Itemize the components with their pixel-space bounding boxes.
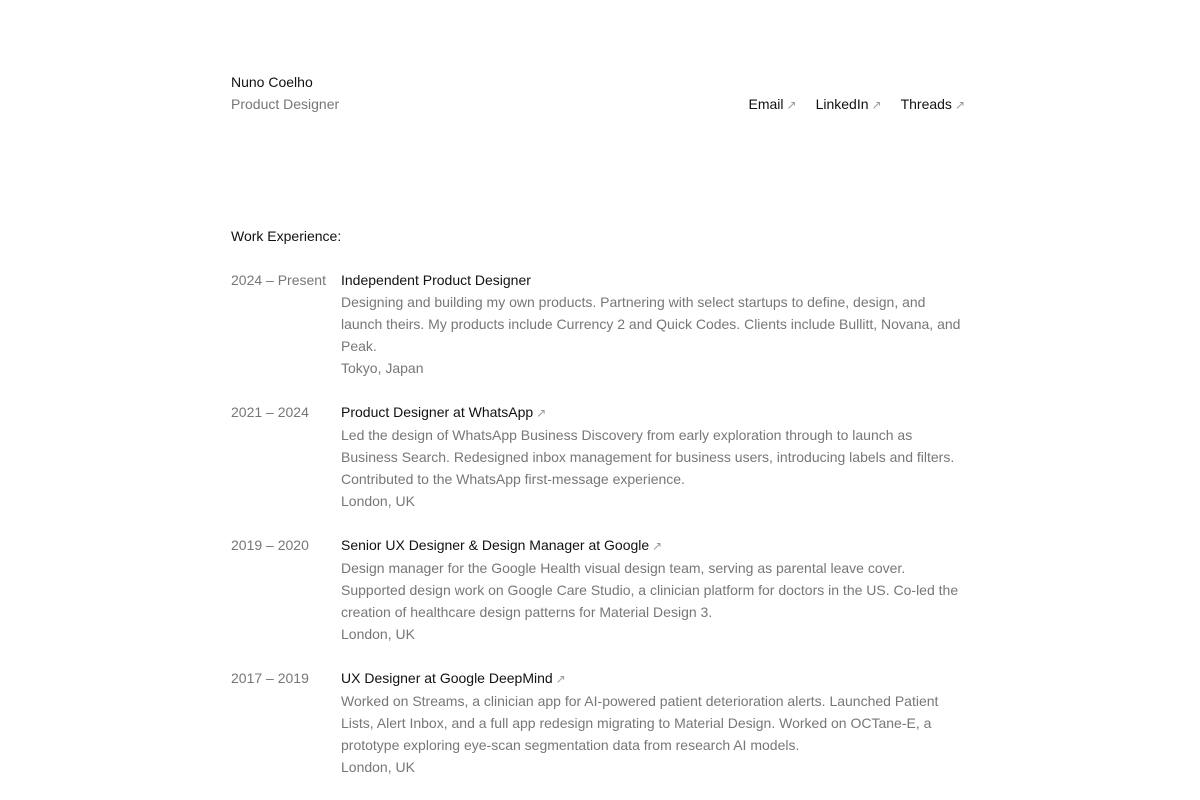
- job-title: Senior UX Designer & Design Manager at Google: [341, 537, 650, 553]
- external-link-arrow-icon: ↗: [871, 98, 882, 112]
- job-details: [341, 667, 965, 778]
- external-link-arrow-icon: ↗: [954, 98, 965, 112]
- job-entry: [231, 269, 965, 379]
- person-name: Nuno Coelho: [231, 74, 313, 90]
- job-details: [341, 534, 965, 645]
- job-details: [341, 269, 965, 379]
- job-description: Led the design of WhatsApp Business Discovery from early exploration through to launch as Business Search. Redesigned inbox management for business users, introducing labels and filters. Contributed to the WhatsApp first-message experience.: [341, 427, 955, 487]
- work-experience-heading: Work Experience:: [231, 228, 342, 244]
- job-entry: [231, 401, 965, 512]
- work-experience-list: [231, 269, 965, 778]
- threads-link-label: Threads: [900, 96, 952, 112]
- external-link-arrow-icon: ↗: [536, 406, 547, 420]
- threads-link[interactable]: [901, 93, 965, 116]
- job-title: Product Designer at WhatsApp: [341, 404, 534, 420]
- person-role: Product Designer: [231, 96, 340, 112]
- job-entry: [231, 667, 965, 778]
- job-period: 2017 – 2019: [231, 670, 309, 686]
- email-link-label: Email: [748, 96, 784, 112]
- email-link[interactable]: [749, 93, 797, 116]
- page-header: [231, 71, 965, 115]
- external-link-arrow-icon: ↗: [555, 672, 566, 686]
- job-description: Design manager for the Google Health visual design team, serving as parental leave cover. Supported design work on Google Care Studio, a clinician platform for doctors in the US. Co-led the creation of healthcare design patterns for Material Design 3.: [341, 560, 959, 620]
- job-period: 2021 – 2024: [231, 404, 309, 420]
- job-details: [341, 401, 965, 512]
- job-title: UX Designer at Google DeepMind: [341, 670, 553, 686]
- contact-links: [749, 93, 966, 116]
- job-period: 2024 – Present: [231, 272, 326, 288]
- job-title-link[interactable]: [341, 404, 546, 420]
- job-location: London, UK: [341, 759, 415, 775]
- job-period: 2019 – 2020: [231, 537, 309, 553]
- job-description: Worked on Streams, a clinician app for AI-powered patient deterioration alerts. Launched Patient Lists, Alert Inbox, and a full app redesign migrating to Material Design. Worked on OCTane-E, a prototype exploring eye-scan segmentation data from research AI models.: [341, 693, 939, 753]
- job-description: Designing and building my own products. Partnering with select startups to define, design, and launch theirs. My products include Currency 2 and Quick Codes. Clients include Bullitt, Novana, and Peak.: [341, 294, 961, 354]
- job-title-link[interactable]: [341, 670, 566, 686]
- job-title-link[interactable]: [341, 537, 662, 553]
- job-location: London, UK: [341, 626, 415, 642]
- external-link-arrow-icon: ↗: [652, 539, 663, 553]
- job-location: London, UK: [341, 493, 415, 509]
- linkedin-link[interactable]: [816, 93, 882, 116]
- job-location: Tokyo, Japan: [341, 360, 424, 376]
- job-title: Independent Product Designer: [341, 272, 531, 288]
- external-link-arrow-icon: ↗: [786, 98, 797, 112]
- linkedin-link-label: LinkedIn: [815, 96, 869, 112]
- resume-page: [231, 71, 965, 800]
- job-entry: [231, 534, 965, 645]
